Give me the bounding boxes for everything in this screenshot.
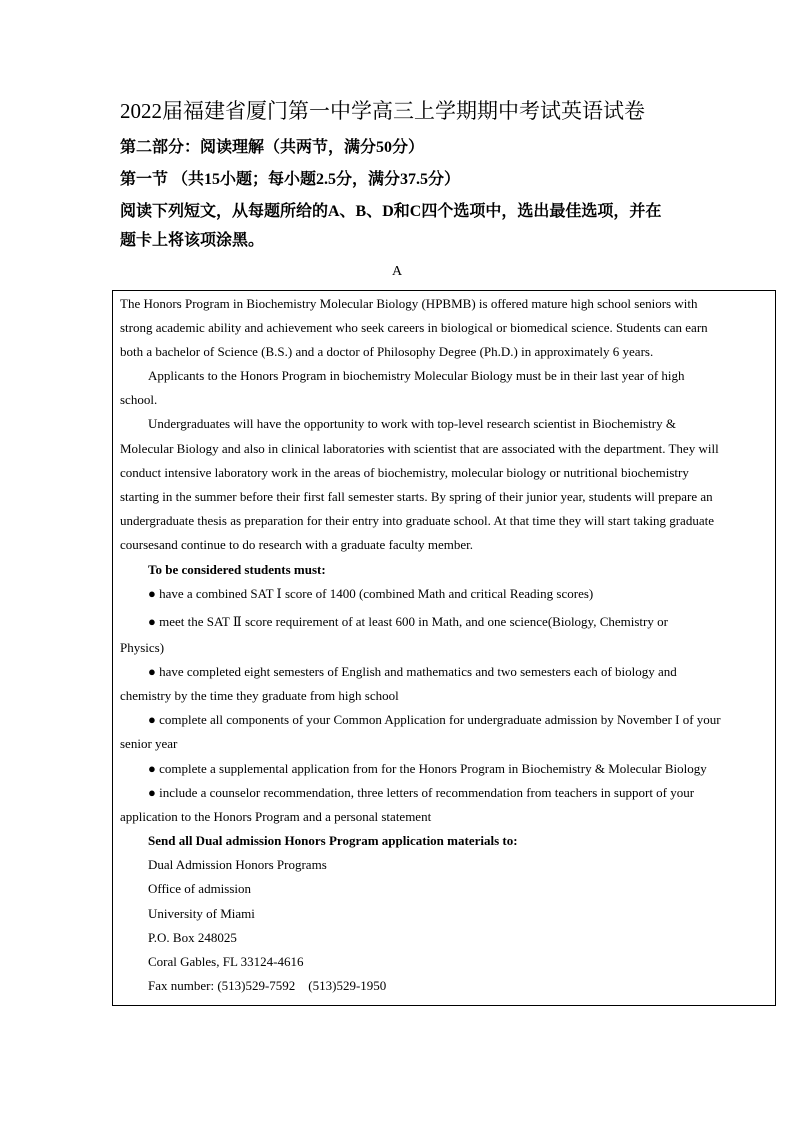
passage-line: both a bachelor of Science (B.S.) and a doctor of Philosophy Degree (Ph.D.) in approximately 6 years. (120, 344, 654, 359)
part-heading: 第二部分：阅读理解（共两节，满分50分） (120, 139, 425, 156)
passage-line: Undergraduates will have the opportunity to work with top-level research scientist in Biochemistry & (148, 416, 676, 431)
requirements-heading: To be considered students must: (148, 562, 326, 577)
send-heading: Send all Dual admission Honors Program application materials to: (148, 833, 518, 848)
passage-line: strong academic ability and achievement who seek careers in biological or biomedical science. Students can earn (120, 320, 708, 335)
address-line: Dual Admission Honors Programs (148, 857, 327, 872)
passage-line: conduct intensive laboratory work in the areas of biochemistry, molecular biology or nutritional biochemistry (120, 465, 689, 480)
address-line: Coral Gables, FL 33124-4616 (148, 954, 304, 969)
requirement-item-cont: application to the Honors Program and a personal statement (120, 809, 432, 824)
passage-line: coursesand continue to do research with a graduate faculty member. (120, 537, 474, 552)
passage-line: school. (120, 392, 158, 407)
requirement-item-cont: senior year (120, 736, 178, 751)
requirement-item: ● include a counselor recommendation, three letters of recommendation from teachers in support of your (148, 785, 695, 800)
section-heading: 第一节 （共15小题；每小题2.5分，满分37.5分） (120, 171, 461, 188)
passage-line: The Honors Program in Biochemistry Molecular Biology (HPBMB) is offered mature high school seniors with (120, 296, 698, 311)
instruction-line-1: 阅读下列短文，从每题所给的A、B、D和C四个选项中，选出最佳选项，并在 (120, 203, 662, 220)
address-line: P.O. Box 248025 (148, 930, 237, 945)
requirement-item: ● have a combined SAT Ⅰ score of 1400 (combined Math and critical Reading scores) (148, 586, 594, 601)
passage-line: Molecular Biology and also in clinical laboratories with scientist that are associated with the department. They will (120, 441, 719, 456)
requirement-item: ● have completed eight semesters of English and mathematics and two semesters each of biology and (148, 664, 677, 679)
requirement-item: ● complete all components of your Common Application for undergraduate admission by November I of your (148, 712, 721, 727)
instruction-line-2: 题卡上将该项涂黑。 (120, 232, 265, 249)
requirement-item-cont: Physics) (120, 640, 165, 655)
passage-line: undergraduate thesis as preparation for their entry into graduate school. At that time they will start taking graduate (120, 513, 714, 528)
page-title: 2022届福建省厦门第一中学高三上学期期中考试英语试卷 (120, 99, 645, 123)
requirement-item-cont: chemistry by the time they graduate from high school (120, 688, 399, 703)
passage-line: Applicants to the Honors Program in biochemistry Molecular Biology must be in their last year of high (148, 368, 685, 383)
passage-line: starting in the summer before their first fall semester starts. By spring of their junior year, students will prepare an (120, 489, 713, 504)
fax-line: Fax number: (513)529-7592 (513)529-1950 (148, 978, 387, 993)
passage-label: A (391, 264, 403, 279)
address-line: Office of admission (148, 881, 252, 896)
address-line: University of Miami (148, 906, 255, 921)
requirement-item: ● complete a supplemental application from for the Honors Program in Biochemistry & Molecular Biology (148, 761, 707, 776)
passage-box (112, 290, 776, 1006)
requirement-item: ● meet the SAT Ⅱ score requirement of at least 600 in Math, and one science(Biology, Chemistry or (148, 614, 668, 629)
